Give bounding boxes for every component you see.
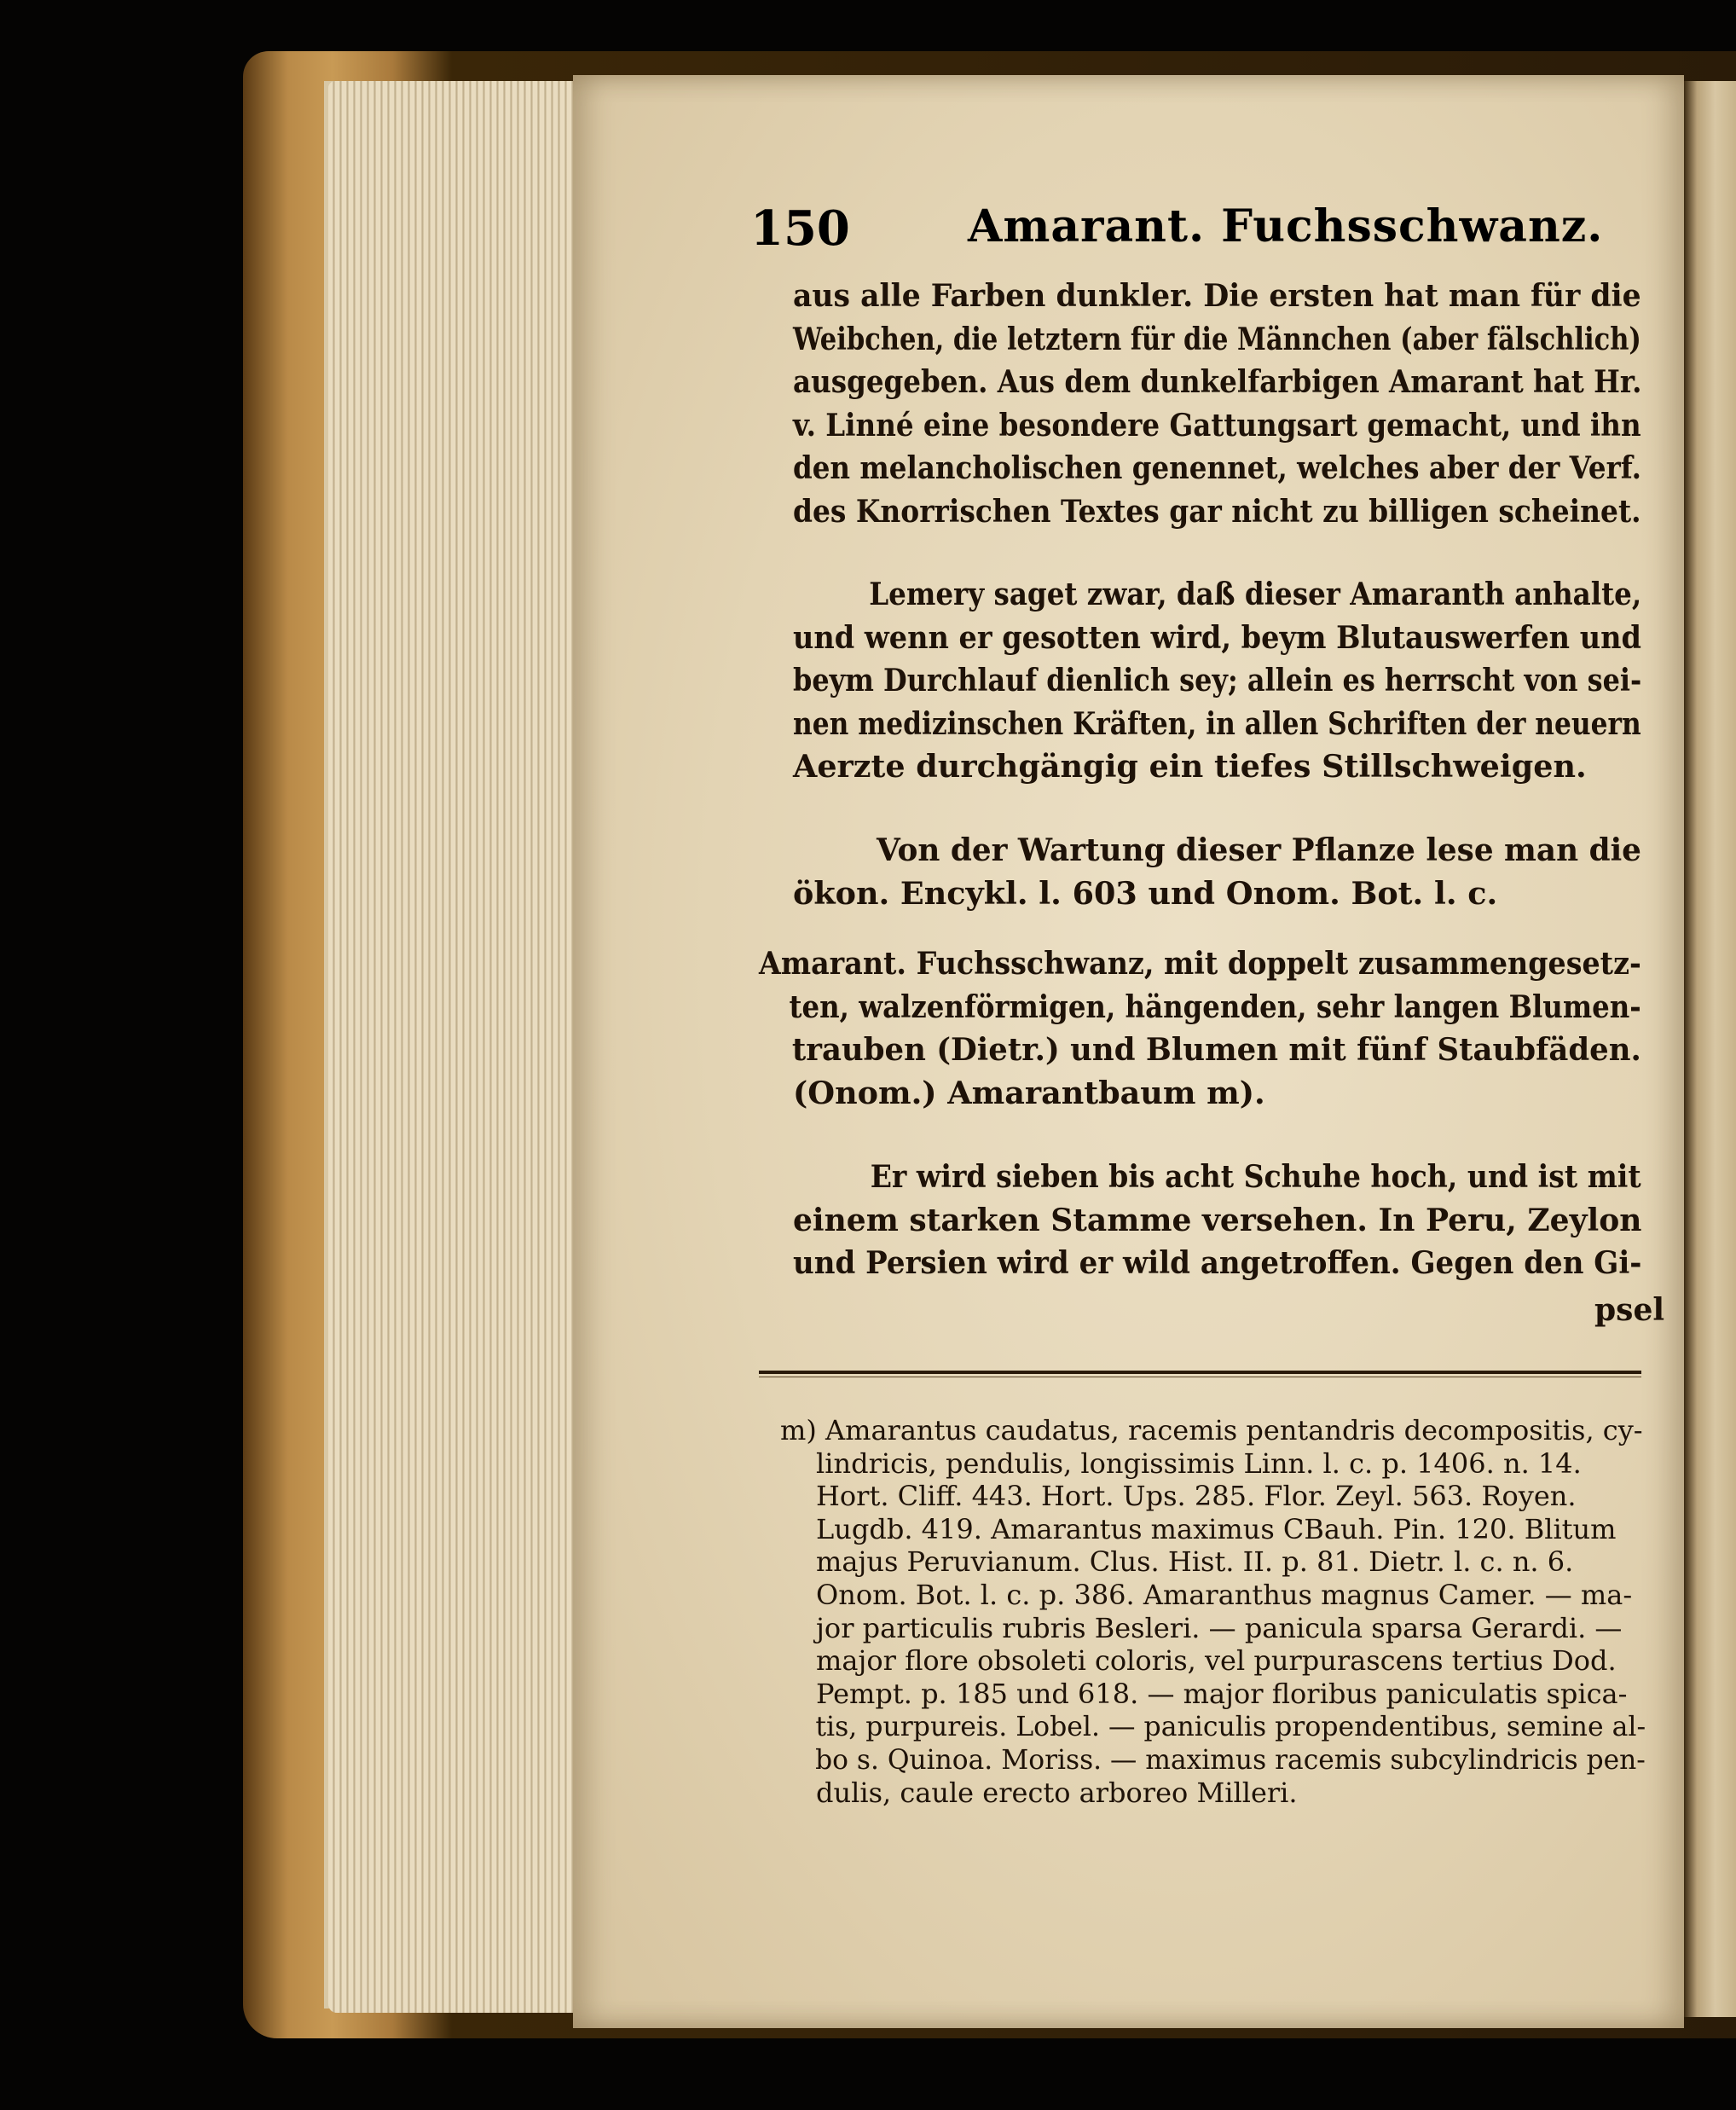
- paragraph-2: [793, 573, 1641, 789]
- text-line: Aerzte durchgängig ein tiefes Stillschweigen.: [793, 748, 1587, 785]
- text-line: v. Linné eine besondere Gattungsart gemacht, und ihn: [793, 406, 1641, 443]
- text-line: und wenn er gesotten wird, beym Blutauswerfen und: [793, 618, 1641, 656]
- text-line: ten, walzenförmigen, hängenden, sehr langen Blumen-: [789, 988, 1641, 1025]
- footnote-line: majus Peruvianum. Clus. Hist. II. p. 81. Dietr. l. c. n. 6.: [816, 1545, 1574, 1579]
- paragraph-5: [793, 1156, 1641, 1285]
- text-line: ausgegeben. Aus dem dunkelfarbigen Amarant hat Hr.: [793, 363, 1642, 400]
- footnote-line: m) Amarantus caudatus, racemis pentandris decompositis, cy-: [780, 1414, 1643, 1446]
- paragraph-4: [759, 942, 1641, 1115]
- footnote: [780, 1414, 1646, 1809]
- paragraph-3: [793, 829, 1641, 915]
- paragraph-1: [793, 275, 1641, 533]
- text-line: Er wird sieben bis acht Schuhe hoch, und ist mit: [870, 1158, 1641, 1195]
- footnote-line: dulis, caule erecto arboreo Milleri.: [816, 1776, 1298, 1809]
- text-line: ökon. Encykl. l. 603 und Onom. Bot. l. c.: [793, 874, 1498, 912]
- text-line: den melancholischen genennet, welches aber der Verf.: [793, 449, 1641, 486]
- footnote-line: major flore obsoleti coloris, vel purpurascens tertius Dod.: [816, 1644, 1617, 1678]
- footnote-line: Hort. Cliff. 443. Hort. Ups. 285. Flor. Zeyl. 563. Royen.: [816, 1480, 1577, 1513]
- text-line: Weibchen, die letztern für die Männchen (aber fälschlich): [793, 320, 1641, 357]
- text-line: (Onom.) Amarantbaum m).: [793, 1074, 1265, 1111]
- footnote-line: Lugdb. 419. Amarantus maximus CBauh. Pin. 120. Blitum: [816, 1512, 1617, 1545]
- text-line: Lemery saget zwar, daß dieser Amaranth anhalte,: [869, 576, 1642, 612]
- catchword: psel: [1594, 1292, 1665, 1328]
- running-head: Amarant. Fuchsschwanz.: [968, 200, 1604, 252]
- text-line: aus alle Farben dunkler. Die ersten hat man für die: [793, 277, 1641, 314]
- text-line: des Knorrischen Textes gar nicht zu billigen scheinet.: [793, 492, 1641, 530]
- text-line: einem starken Stamme versehen. In Peru, Zeylon: [793, 1201, 1642, 1238]
- text-line: trauben (Dietr.) und Blumen mit fünf Staubfäden.: [791, 1031, 1641, 1068]
- footnote-line: Pempt. p. 185 und 618. — major floribus paniculatis spica-: [816, 1677, 1628, 1710]
- footnote-line: jor particulis rubris Besleri. — panicula sparsa Gerardi. —: [816, 1611, 1623, 1644]
- text-line: beym Durchlauf dienlich sey; allein es herrscht von sei-: [793, 662, 1642, 699]
- page-edges: [328, 81, 576, 2013]
- page-number: 150: [750, 200, 850, 257]
- footnote-line: lindricis, pendulis, longissimis Linn. l. c. p. 1406. n. 14.: [816, 1446, 1582, 1480]
- text-line: Amarant. Fuchsschwanz, mit doppelt zusammengesetz-: [759, 945, 1641, 982]
- footnote-line: tis, purpureis. Lobel. — paniculis propendentibus, semine al-: [815, 1710, 1646, 1743]
- footnote-line: Onom. Bot. l. c. p. 386. Amaranthus magnus Camer. — ma-: [816, 1578, 1633, 1611]
- footnote-line: bo s. Quinoa. Moriss. — maximus racemis subcylindricis pen-: [815, 1742, 1646, 1776]
- footnote-rule: [759, 1371, 1641, 1374]
- facing-page-edge: [1684, 81, 1736, 2017]
- text-line: und Persien wird er wild angetroffen. Gegen den Gi-: [793, 1244, 1642, 1281]
- page-header: [750, 200, 1637, 260]
- text-line: Von der Wartung dieser Pflanze lese man die: [877, 832, 1641, 868]
- text-line: nen medizinschen Kräften, in allen Schriften der neuern: [793, 704, 1641, 742]
